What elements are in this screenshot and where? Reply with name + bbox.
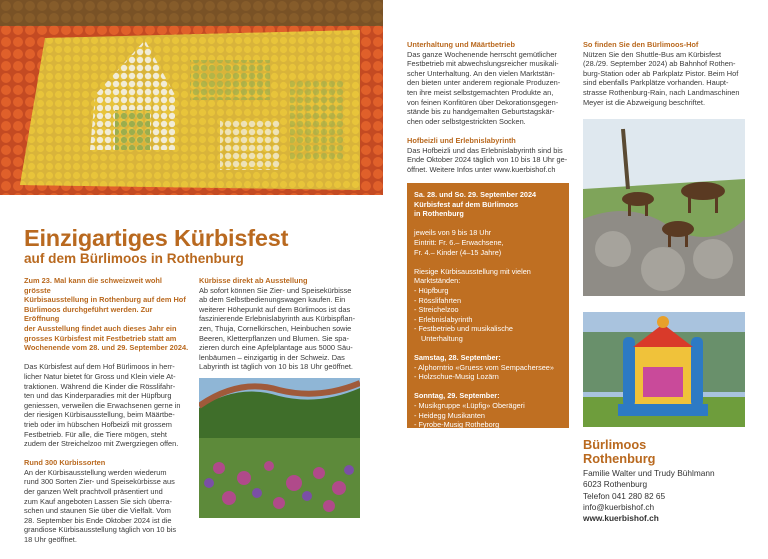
contact-phone: Telefon 041 280 82 65 (583, 490, 666, 501)
intro-text: Zum 23. Mal kann die schweizweit wohl grösste Kürbisausstellung in Rothenburg auf dem Hof Bürlimoos durchgeführt werden. Zur Eröffnung der Ausstellung findet auch dieses Jahr ein grosses Kürbisfest mit Festbetrieb statt am Wochenende vom 28. und 29. September 2024. (24, 276, 189, 353)
event-features: Riesige Kürbisausstellung mit vielen Marktständen: - Hüpfburg - Rösslifahrten - Streichelzoo - Erlebnislabyrinth - Festbetrieb und musikalische Unterhaltung (414, 266, 531, 343)
event-saturday: Samstag, 28. September: - Alphorntrio «Gruess vom Sempachersee» - Holzschue-Musig Lozärn (414, 353, 554, 382)
contact-family: Familie Walter und Trudy Bühlmann (583, 468, 715, 478)
unterhaltung-paragraph: Das ganze Wochenende herrscht gemütlicher Festbetrieb mit abwechslungsreicher musikali- scher Unterhaltung. An den vielen Marktstän- den bieten unter anderem regionale Produzen- ten ihre meist selbstgemachten Produkte an, von feinen Konfitüren über Dekorationsgegen- stände bis zu handgemalten Geburtstagskär- chen oder selbstgestrickten Socken. (407, 49, 561, 126)
pumpkin-mosaic-photo (0, 0, 383, 195)
page-subtitle: auf dem Bürlimoos in Rothenburg (24, 251, 244, 266)
contact-email[interactable]: info@kuerbishof.ch (583, 501, 655, 512)
column-unterhaltung (407, 40, 572, 174)
contact-address: 6023 Rothenburg (583, 479, 648, 490)
event-hours: jeweils von 9 bis 18 Uhr Eintritt: Fr. 6.– Erwachsene, Fr. 4.– Kinder (4–15 Jahre) (414, 228, 504, 257)
section-heading-anfahrt: So finden Sie den Bürlimoos-Hof (583, 40, 699, 49)
event-sunday: Sonntag, 29. September: - Musikgruppe «Lüpfig» Oberägeri - Heidegg Musikanten - Fyrobe-Musig Rotheborg (414, 391, 525, 430)
contact-website-link[interactable]: www.kuerbishof.ch (583, 513, 659, 524)
column-ausstellung (199, 276, 364, 372)
event-info-box (407, 183, 569, 428)
contact-details (583, 468, 715, 524)
garden-photo (199, 378, 360, 518)
event-heading: Sa. 28. und So. 29. September 2024 Kürbisfest auf dem Bürlimoos in Rothenburg (414, 190, 537, 219)
column-anfahrt (583, 40, 745, 107)
section-heading-ausstellung: Kürbisse direkt ab Ausstellung (199, 276, 308, 285)
section-heading-sorten: Rund 300 Kürbissorten (24, 458, 106, 468)
ausstellung-paragraph: Ab sofort können Sie Zier- und Speisekürbisse ab dem Selbstbedienungswagen kaufen. Ein weiterer Höhepunkt auf dem Bürlimoos ist das faszinierende Erlebnislabyrinth aus Kürbispflan- zen, Thuja, Cornelkirschen, Heinbuchen sowie Beeren, Kletterpflanzen und Blumen. Sie spa- zieren durch eine Apfelplantage aus 5000 Säu- lenbäumen – einzigartig in der Schweiz. Das Labyrinth ist täglich von 10 bis 18 Uhr geöffnet. (199, 285, 356, 372)
hofbeizli-paragraph: Das Hofbeizli und das Erlebnislabyrinth sind bis Ende Oktober 2024 täglich von 10 bis 18 Uhr ge- öffnet. Weitere Infos unter www.kuerbishof.ch (407, 145, 568, 174)
bouncy-castle-photo (583, 312, 745, 427)
anfahrt-paragraph: Nützen Sie den Shuttle-Bus am Kürbisfest (28./29. September 2024) ab Bahnhof Rothen- burg-Station oder ab Parkplatz Pistor. Beim Hof sind ebenfalls Parkplätze vorhanden. Haupt- strasse Rothenburg-Rain, nach Landmaschinen Meyer ist die Abzweigung beschriftet. (583, 49, 740, 107)
column-intro (24, 276, 189, 545)
section-heading-hofbeizli: Hofbeizli und Erlebnislabyrinth (407, 135, 516, 145)
page-title: Einzigartiges Kürbisfest (24, 225, 289, 251)
contact-farm-name: Bürlimoos Rothenburg (583, 437, 656, 466)
goats-photo (583, 119, 745, 296)
section-heading-unterhaltung: Unterhaltung und Määrtbetrieb (407, 40, 515, 49)
sorten-paragraph: An der Kürbisausstellung werden wiederum rund 300 Sorten Zier- und Speisekürbisse aus der ganzen Welt prachtvoll präsentiert und zum Kauf angeboten Lassen Sie sich überra- schen und staunen Sie über die Vielfalt. Vom 28. September bis Ende Oktober 2024 ist die grandiose Kürbisausstellung täglich von 10 bis 18 Uhr geöffnet. (24, 467, 177, 545)
intro-paragraph: Das Kürbisfest auf dem Hof Bürlimoos in herr- licher Natur bietet für Gross und Klein viele At- traktionen. Während die Kinder die Rösslifahr- ten und das Kinderparadies mit der Hüpfburg geniessen, verweilen die Erwachsenen gerne in der riesigen Kürbisausstellung, beim Määrtbe- trieb oder im hübschen Hofbeizli mit grossem Festbetrieb. Für alle, die Tiere mögen, steht zudem der Streichelzoo mit Zwergziegen offen. (24, 362, 181, 449)
